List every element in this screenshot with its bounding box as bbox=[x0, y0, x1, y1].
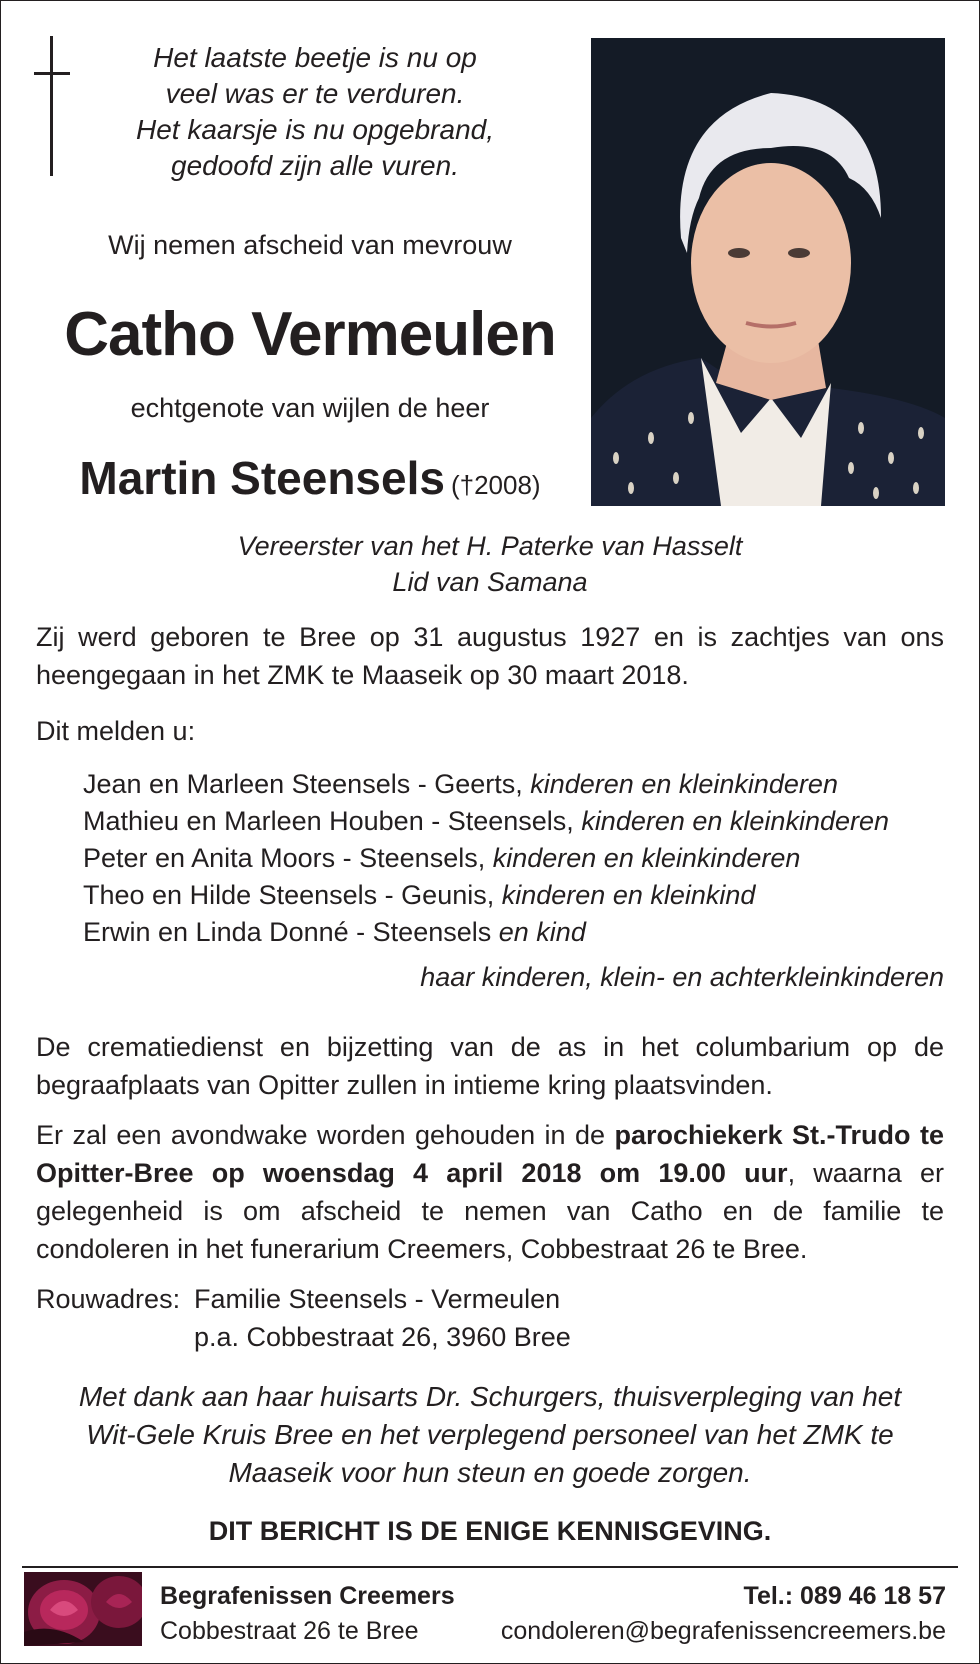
spouse-intro: echtgenote van wijlen de heer bbox=[130, 393, 490, 423]
family-row bbox=[83, 840, 889, 877]
portrait-photo bbox=[591, 38, 945, 506]
funeral-home-address: Cobbestraat 26 te Bree bbox=[160, 1617, 419, 1645]
family-names: Mathieu en Marleen Houben - Steensels, bbox=[83, 806, 574, 836]
notice-text: DIT BERICHT IS DE ENIGE KENNISGEVING. bbox=[208, 1516, 772, 1546]
spouse-name: Martin Steensels bbox=[79, 452, 445, 504]
address-label: Rouwadres: bbox=[36, 1284, 181, 1314]
funeral-home-phone[interactable]: Tel.: 089 46 18 57 bbox=[743, 1582, 946, 1610]
footer-divider bbox=[22, 1566, 958, 1568]
deceased-name: Catho Vermeulen bbox=[64, 300, 556, 369]
family-relation: kinderen en kleinkinderen bbox=[492, 843, 801, 873]
rose-image bbox=[24, 1572, 142, 1646]
family-relation: kinderen en kleinkind bbox=[501, 880, 756, 910]
family-summary: haar kinderen, klein- en achterkleinkinderen bbox=[420, 962, 944, 992]
family-names: Jean en Marleen Steensels - Geerts, bbox=[83, 769, 523, 799]
family-row bbox=[83, 914, 889, 951]
family-row bbox=[83, 877, 889, 914]
cross-icon bbox=[34, 36, 70, 176]
family-row bbox=[83, 766, 889, 803]
spouse bbox=[30, 450, 590, 513]
ceremony-text: De crematiedienst en bijzetting van de as in het columbarium op de begraafplaats van Opitter zullen in intieme kring plaatsvinden. bbox=[36, 1032, 944, 1100]
vigil-rest: , waarna er gelegenheid is om afscheid te nemen van Catho en de familie te condoleren in het funerarium Creemers, Cobbestraat 26 te Bree. bbox=[36, 1158, 944, 1264]
family-relation: kinderen en kleinkinderen bbox=[581, 806, 890, 836]
affiliation-line: Vereerster van het H. Paterke van Hasselt bbox=[237, 531, 743, 561]
affiliation-line: Lid van Samana bbox=[392, 567, 588, 597]
address-line1: Familie Steensels - Vermeulen bbox=[194, 1284, 561, 1314]
family-row bbox=[83, 803, 889, 840]
poem-line: Het laatste beetje is nu op bbox=[153, 42, 477, 73]
announced-by: Dit melden u: bbox=[36, 716, 196, 746]
poem bbox=[90, 40, 540, 184]
vigil-intro: Er zal een avondwake worden gehouden in de bbox=[36, 1120, 615, 1150]
funeral-home-email[interactable]: condoleren@begrafenissencreemers.be bbox=[500, 1617, 946, 1645]
affiliations bbox=[30, 528, 950, 600]
address-line2: p.a. Cobbestraat 26, 3960 Bree bbox=[194, 1322, 571, 1352]
birth-death-text: Zij werd geboren te Bree op 31 augustus 1927 en is zachtjes van ons heengegaan in het ZMK te Maaseik op 30 maart 2018. bbox=[36, 622, 944, 690]
family-names: Theo en Hilde Steensels - Geunis, bbox=[83, 880, 495, 910]
vigil-text bbox=[36, 1116, 944, 1268]
poem-line: gedoofd zijn alle vuren. bbox=[171, 150, 459, 181]
mourning-address bbox=[36, 1280, 571, 1356]
poem-line: veel was er te verduren. bbox=[165, 78, 465, 109]
family-relation: en kind bbox=[498, 917, 586, 947]
vigil-location-time: parochiekerk St.-Trudo te Opitter-Bree op woensdag 4 april 2018 om 19.00 uur bbox=[36, 1120, 944, 1188]
family-names: Peter en Anita Moors - Steensels, bbox=[83, 843, 486, 873]
thanks-text: Met dank aan haar huisarts Dr. Schurgers, thuisverpleging van het Wit-Gele Kruis Bree en het verplegend personeel van het ZMK te Maaseik voor hun steun en goede zorgen. bbox=[78, 1381, 902, 1488]
intro-text: Wij nemen afscheid van mevrouw bbox=[108, 230, 512, 260]
poem-line: Het kaarsje is nu opgebrand, bbox=[136, 114, 494, 145]
family-list bbox=[83, 766, 889, 951]
funeral-home-name: Begrafenissen Creemers bbox=[160, 1582, 455, 1610]
spouse-years: (†2008) bbox=[450, 470, 541, 500]
family-names: Erwin en Linda Donné - Steensels bbox=[83, 917, 492, 947]
family-relation: kinderen en kleinkinderen bbox=[530, 769, 838, 799]
